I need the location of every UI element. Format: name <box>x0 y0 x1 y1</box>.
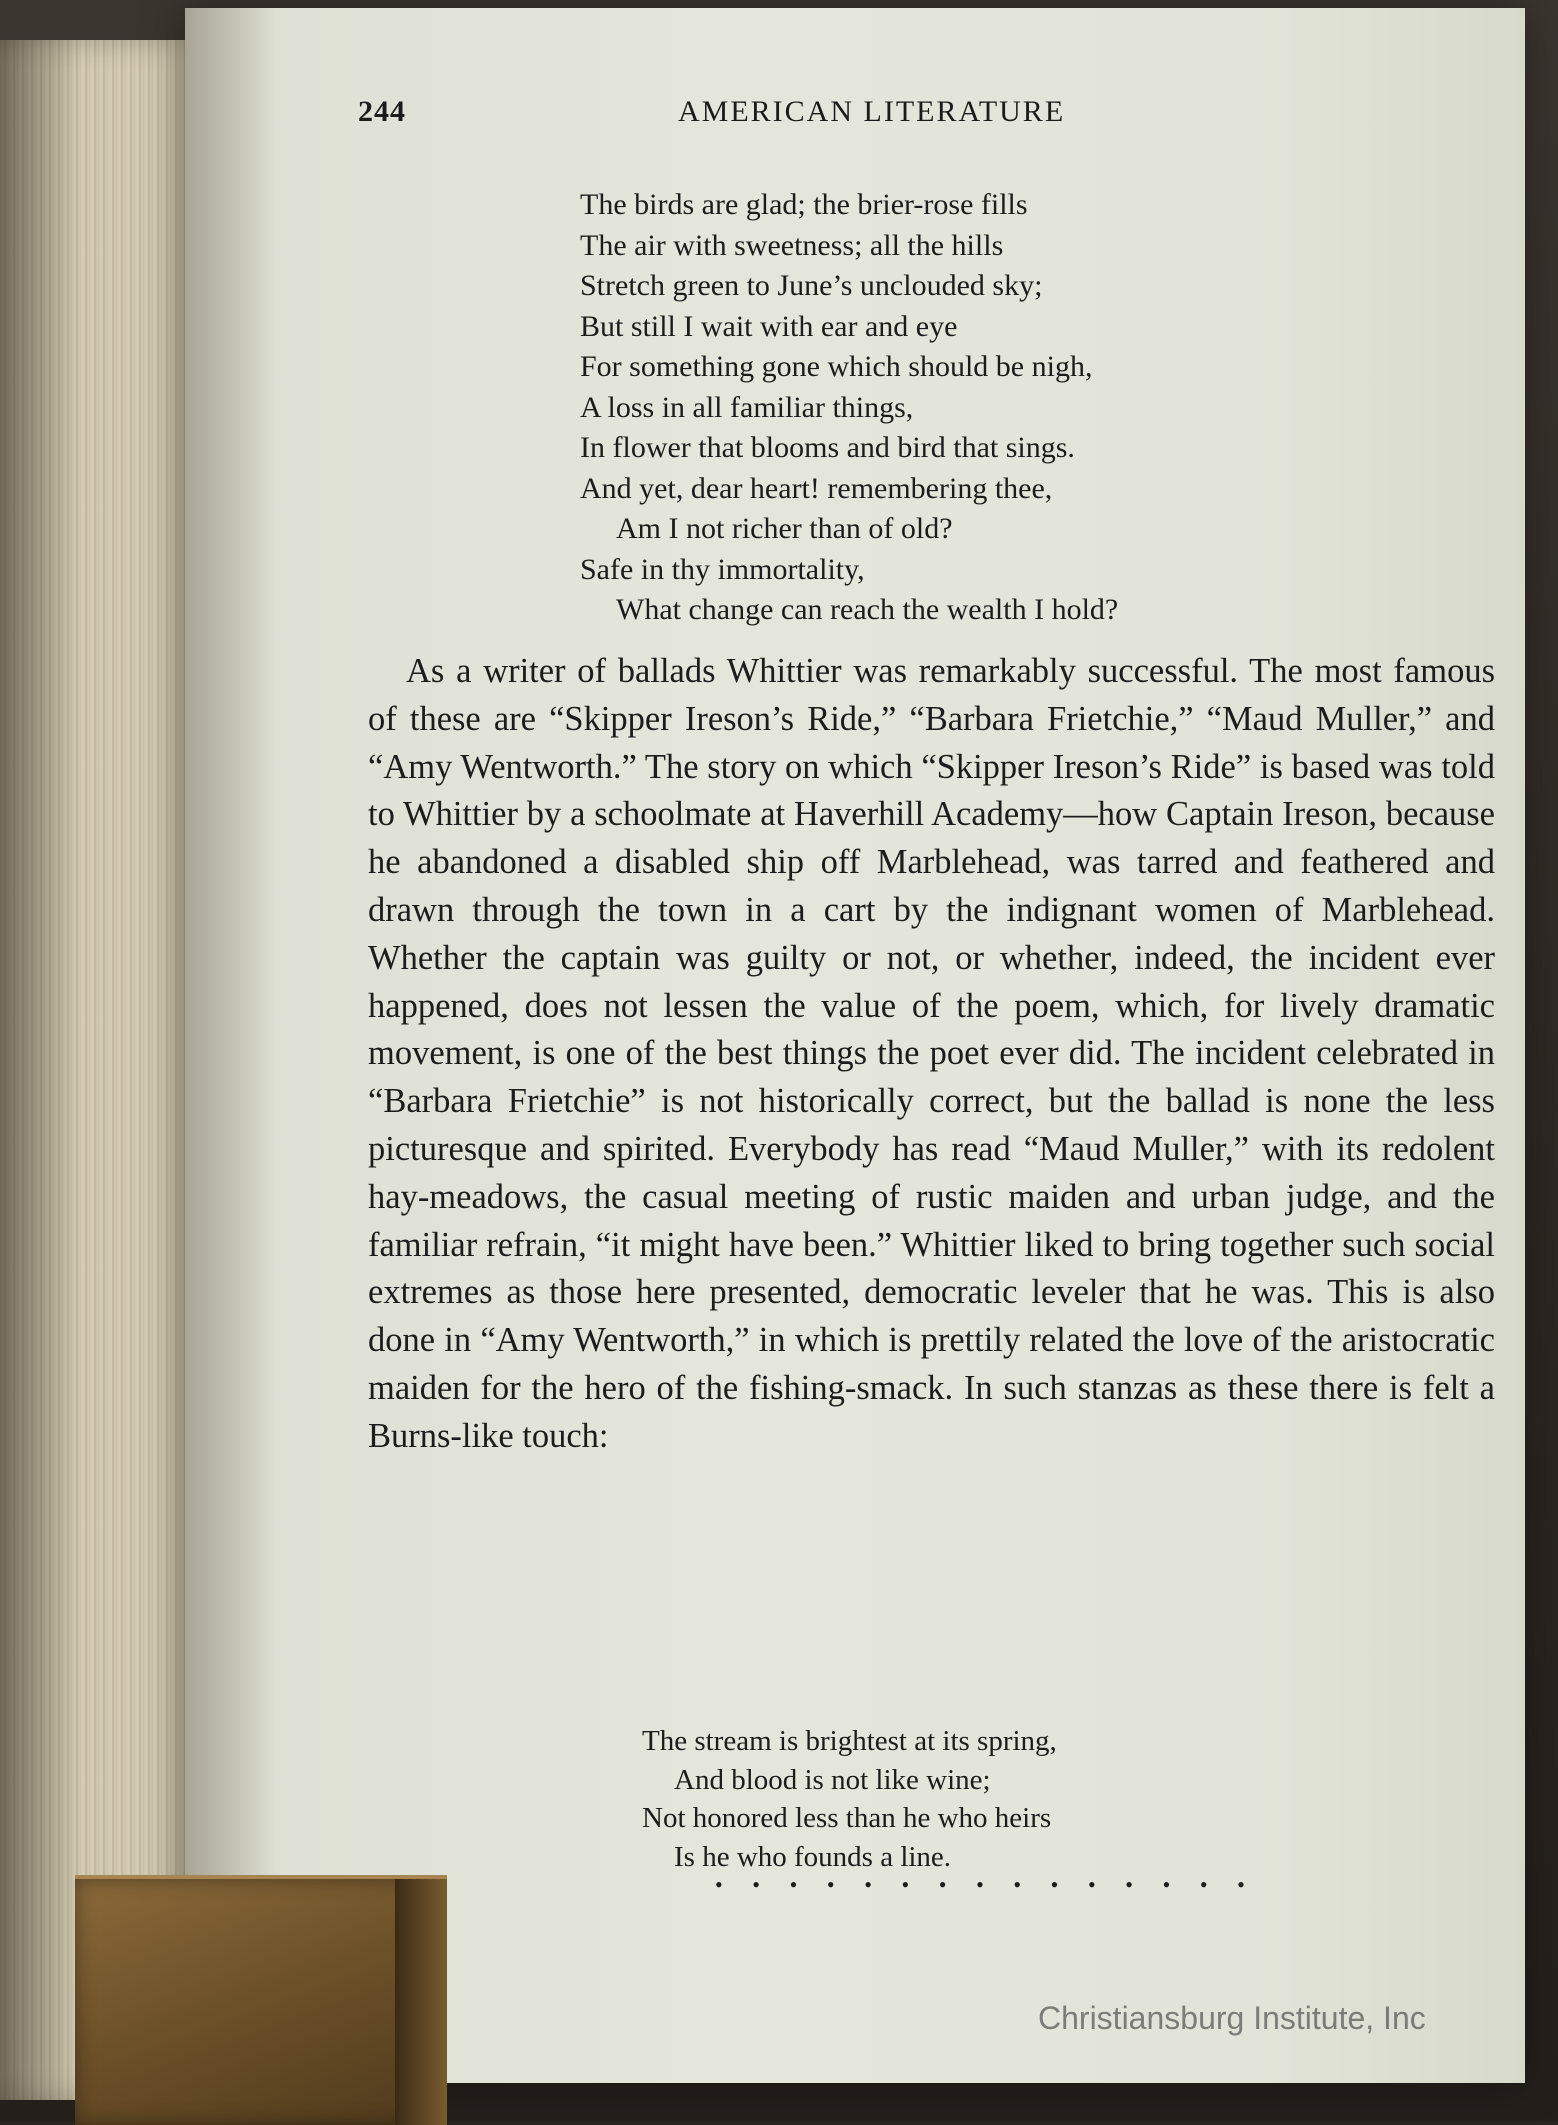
ellipsis-dot: • <box>1125 1872 1133 1897</box>
ellipsis-dot: • <box>901 1872 910 1897</box>
verse-line: For something gone which should be nigh, <box>580 350 1093 383</box>
verse-line: In flower that blooms and bird that sings. <box>580 431 1075 464</box>
ellipsis-dot: • <box>938 1872 947 1897</box>
verse-line: And yet, dear heart! remembering thee, <box>580 471 1053 505</box>
verse-line: Safe in thy immortality, <box>580 552 865 586</box>
ellipsis-dot: • <box>864 1872 872 1897</box>
ellipsis-dot: • <box>1087 1872 1096 1897</box>
stacked-page-edges <box>0 40 200 2100</box>
verse-line: Am I not richer than of old? <box>616 512 953 545</box>
verse-line: Not honored less than he who heirs <box>642 1802 1052 1834</box>
ellipsis-dot: • <box>976 1872 984 1897</box>
page-header <box>358 95 1178 135</box>
running-head: AMERICAN LITERATURE <box>678 95 1066 128</box>
page-number: 244 <box>358 95 406 128</box>
ellipsis-dot: • <box>1199 1872 1208 1897</box>
verse-line: The stream is brightest at its spring, <box>642 1725 1057 1757</box>
ellipsis-dot: • <box>826 1872 835 1897</box>
ellipsis-dot: • <box>789 1872 798 1897</box>
verse-line: And blood is not like wine; <box>674 1763 991 1796</box>
ellipsis-dot: • <box>715 1872 723 1897</box>
ellipsis-dot: • <box>1013 1872 1022 1897</box>
verse-line: The air with sweetness; all the hills <box>580 228 1004 262</box>
watermark-text: Christiansburg Institute, Inc <box>1038 2000 1426 2036</box>
body-paragraph: As a writer of ballads Whittier was remarkably successful. The most famous of these are “Skipper Ireson’s Ride,” “Barbara Frietchie,” “Maud Muller,” and “Amy Wentworth.” The story on which “Skipper Ireson’s Ride” is based was told to Whittier by a schoolmate at Haverhill Academy—how Captain Ireson, because he abandoned a disabled ship off Marblehead, was tarred and feathered and drawn through the town in a cart by the indignant women of Marblehead. Whether the captain was guilty or not, or whether, indeed, the incident ever happened, does not lessen the value of the poem, which, for lively dramatic movement, is one of the best things the poet ever did. The incident celebrated in “Barbara Frietchie” is not historically correct, but the ballad is none the less picturesque and spirited. Everybody has read “Maud Muller,” with its redolent hay-meadows, the casual meeting of rustic maiden and urban judge, and the familiar refrain, “it might have been.” Whittier liked to bring together such social extremes as those here presented, democratic leveler that he was. This is also done in “Amy Wentworth,” in which is prettily related the love of the aristocratic maiden for the hero of the fishing-smack. In such stanzas as these there is felt a Burns-like touch: <box>368 652 1495 1455</box>
poem-stanza-2 <box>642 1722 1057 1876</box>
ellipsis-dot: • <box>1162 1872 1171 1897</box>
book-cover-corner <box>75 1875 447 2125</box>
verse-line: The birds are glad; the brier-rose fills <box>580 188 1028 221</box>
verse-line: Is he who founds a line. <box>674 1840 952 1873</box>
poem-stanza-1 <box>580 185 1118 631</box>
ellipsis-dots <box>715 1872 1245 1898</box>
ellipsis-dot: • <box>1050 1872 1059 1897</box>
ellipsis-dot: • <box>752 1872 760 1897</box>
verse-line: What change can reach the wealth I hold? <box>616 593 1119 626</box>
ellipsis-dot: • <box>1237 1872 1245 1897</box>
verse-line: But still I wait with ear and eye <box>580 309 958 343</box>
verse-line: A loss in all familiar things, <box>580 390 914 424</box>
verse-line: Stretch green to June’s unclouded sky; <box>580 269 1043 302</box>
